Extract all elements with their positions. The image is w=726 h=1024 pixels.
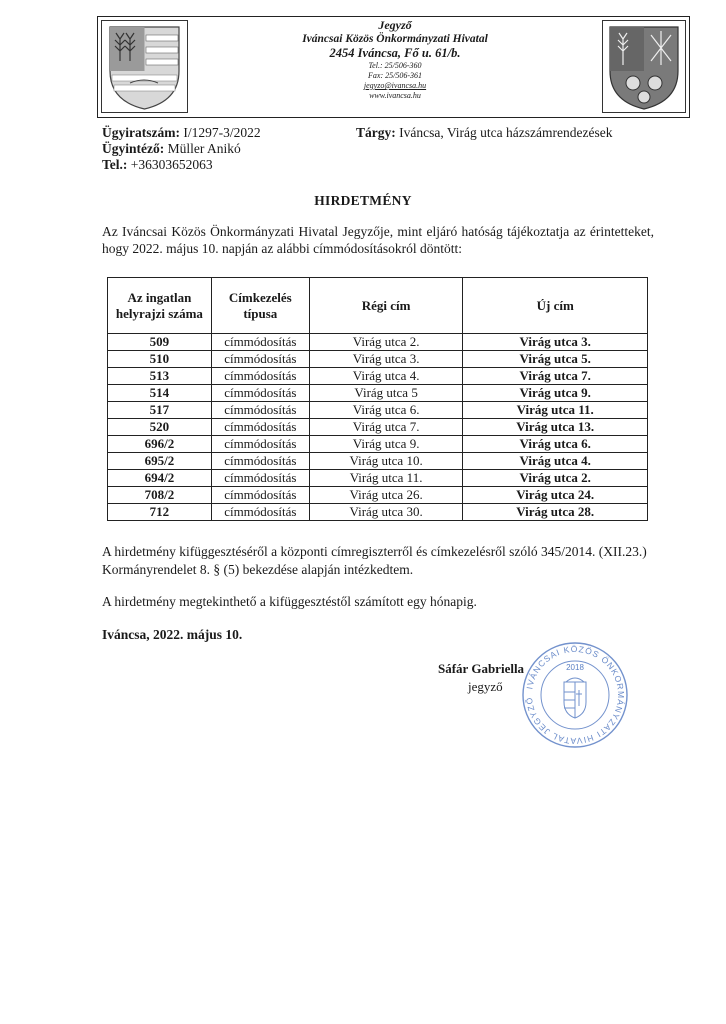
cell-new-address: Virág utca 7.	[463, 368, 648, 385]
cell-parcel-number: 694/2	[108, 470, 212, 487]
letterhead-office: Iváncsai Közös Önkormányzati Hivatal	[302, 33, 488, 45]
cell-parcel-number: 509	[108, 334, 212, 351]
clerk-line	[102, 141, 241, 157]
letterhead-email[interactable]: jegyzo@ivancsa.hu	[363, 81, 427, 90]
cell-address-type: címmódosítás	[211, 402, 309, 419]
cell-parcel-number: 712	[108, 504, 212, 521]
cell-parcel-number: 696/2	[108, 436, 212, 453]
cell-new-address: Virág utca 2.	[463, 470, 648, 487]
table-row	[108, 436, 648, 453]
cell-address-type: címmódosítás	[211, 419, 309, 436]
place-and-date: Iváncsa, 2022. május 10.	[102, 627, 243, 642]
table-row	[108, 402, 648, 419]
cell-old-address: Virág utca 5	[309, 385, 463, 402]
cell-parcel-number: 513	[108, 368, 212, 385]
clerk-value: Müller Anikó	[167, 141, 241, 156]
letterhead-text	[192, 17, 598, 101]
cell-new-address: Virág utca 6.	[463, 436, 648, 453]
address-change-table	[107, 277, 648, 521]
cell-parcel-number: 708/2	[108, 487, 212, 504]
cell-old-address: Virág utca 9.	[309, 436, 463, 453]
right-coat-of-arms-box	[602, 20, 686, 113]
phone-value: +36303652063	[130, 157, 213, 172]
table-header-row	[108, 278, 648, 334]
cell-address-type: címmódosítás	[211, 504, 309, 521]
letterhead	[97, 16, 690, 118]
cell-parcel-number: 514	[108, 385, 212, 402]
header-type-line1: Címkezelés	[228, 289, 292, 305]
cell-address-type: címmódosítás	[211, 385, 309, 402]
cell-parcel-number: 695/2	[108, 453, 212, 470]
coat-of-arms-icon	[603, 21, 685, 112]
subject-line	[356, 125, 612, 141]
cell-new-address: Virág utca 24.	[463, 487, 648, 504]
letterhead-title: Jegyző	[378, 18, 412, 32]
stamp-year: 2018	[566, 663, 584, 672]
left-coat-of-arms-box	[101, 20, 188, 113]
table-row	[108, 385, 648, 402]
cell-old-address: Virág utca 2.	[309, 334, 463, 351]
letterhead-tel: Tel.: 25/506-360	[368, 61, 422, 70]
cell-parcel-number: 510	[108, 351, 212, 368]
header-parcel-line1: Az ingatlan	[127, 289, 192, 305]
table-row	[108, 487, 648, 504]
table-row	[108, 351, 648, 368]
header-type-line2: típusa	[243, 305, 278, 321]
file-number-label: Ügyiratszám:	[102, 125, 180, 140]
subject-value: Iváncsa, Virág utca házszámrendezések	[399, 125, 613, 140]
cell-address-type: címmódosítás	[211, 470, 309, 487]
cell-old-address: Virág utca 6.	[309, 402, 463, 419]
stamp-text: IVÁNCSAI KÖZÖS ÖNKORMÁNYZATI HIVATAL JEGYZŐ	[523, 643, 627, 747]
cell-new-address: Virág utca 9.	[463, 385, 648, 402]
legal-basis-paragraph: A hirdetmény kifüggesztéséről a központi címregiszterről és címkezelésről szóló 345/2014. (XII.23.) Kormányrendelet 8. § (5) bekezdése alapján intézkedtem.	[102, 544, 647, 577]
cell-old-address: Virág utca 11.	[309, 470, 463, 487]
header-address-type	[211, 278, 309, 334]
letterhead-fax: Fax: 25/506-361	[368, 71, 422, 80]
header-parcel-line2: helyrajzi száma	[115, 305, 203, 321]
file-number-value: I/1297-3/2022	[183, 125, 261, 140]
header-old-address: Régi cím	[309, 278, 463, 334]
signer-name: Sáfár Gabriella	[438, 661, 525, 676]
cell-address-type: címmódosítás	[211, 487, 309, 504]
table-row	[108, 334, 648, 351]
cell-address-type: címmódosítás	[211, 368, 309, 385]
hungarian-arms-icon	[564, 678, 586, 718]
cell-new-address: Virág utca 11.	[463, 402, 648, 419]
cell-address-type: címmódosítás	[211, 351, 309, 368]
letterhead-address: 2454 Iváncsa, Fő u. 61/b.	[329, 46, 461, 60]
signer-role: jegyző	[468, 679, 503, 694]
phone-line	[102, 157, 213, 173]
cell-old-address: Virág utca 26.	[309, 487, 463, 504]
header-parcel-number	[108, 278, 212, 334]
cell-old-address: Virág utca 30.	[309, 504, 463, 521]
header-new-address: Új cím	[463, 278, 648, 334]
cell-old-address: Virág utca 4.	[309, 368, 463, 385]
table-row	[108, 470, 648, 487]
table-row	[108, 504, 648, 521]
subject-label: Tárgy:	[356, 125, 396, 140]
intro-paragraph: Az Iváncsai Közös Önkormányzati Hivatal Jegyzője, mint eljáró hatóság tájékoztatja az érintetteket, hogy 2022. május 10. napján az alábbi címmódosításokról döntött:	[102, 224, 654, 256]
cell-new-address: Virág utca 3.	[463, 334, 648, 351]
cell-parcel-number: 520	[108, 419, 212, 436]
cell-address-type: címmódosítás	[211, 453, 309, 470]
cell-new-address: Virág utca 13.	[463, 419, 648, 436]
cell-new-address: Virág utca 5.	[463, 351, 648, 368]
coat-of-arms-icon	[102, 21, 187, 112]
cell-new-address: Virág utca 4.	[463, 453, 648, 470]
clerk-label: Ügyintéző:	[102, 141, 165, 156]
file-number-line	[102, 125, 261, 141]
official-stamp-icon	[520, 640, 630, 750]
cell-old-address: Virág utca 10.	[309, 453, 463, 470]
table-row	[108, 368, 648, 385]
table-row	[108, 419, 648, 436]
cell-address-type: címmódosítás	[211, 334, 309, 351]
cell-address-type: címmódosítás	[211, 436, 309, 453]
phone-label: Tel.:	[102, 157, 128, 172]
letterhead-web[interactable]: www.ivancsa.hu	[369, 91, 421, 100]
table-row	[108, 453, 648, 470]
table-body	[108, 334, 648, 521]
display-period-paragraph: A hirdetmény megtekinthető a kifüggesztéstől számított egy hónapig.	[102, 594, 477, 609]
cell-old-address: Virág utca 7.	[309, 419, 463, 436]
cell-new-address: Virág utca 28.	[463, 504, 648, 521]
cell-parcel-number: 517	[108, 402, 212, 419]
document-title: HIRDETMÉNY	[314, 193, 412, 208]
cell-old-address: Virág utca 3.	[309, 351, 463, 368]
